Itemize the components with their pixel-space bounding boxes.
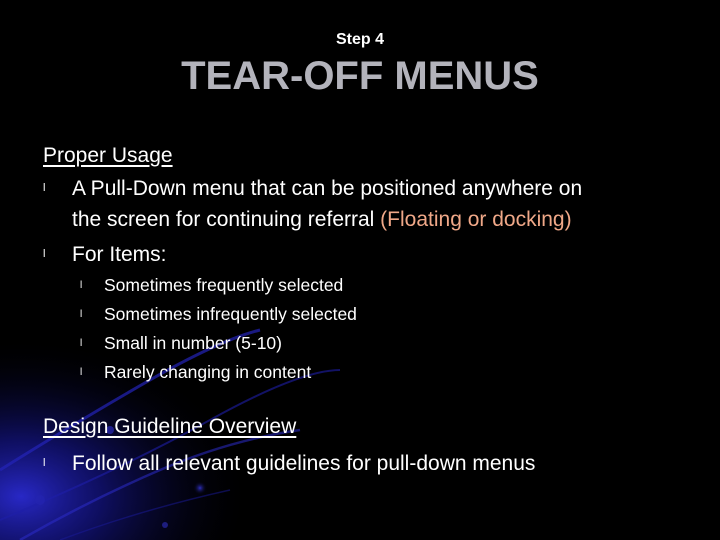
bullet-marker: l [43,182,46,194]
sub-bullet-marker: l [80,338,83,349]
sub-bullet-marker: l [80,309,83,320]
sub-bullet-text: Sometimes frequently selected [104,275,344,295]
bullet-text-line: Follow all relevant guidelines for pull-down menus [72,452,536,475]
section-heading-design-guideline: Design Guideline Overview [43,415,297,438]
bullet-marker: l [43,248,46,260]
bullet-text-plain: the screen for continuing referral [72,208,381,231]
sub-bullet-item [80,358,311,387]
bullet-item [43,173,683,235]
bullet-text-line [72,204,683,235]
sub-bullet-marker: l [80,367,83,378]
sub-bullet-text: Sometimes infrequently selected [104,304,357,324]
section-heading-proper-usage: Proper Usage [43,144,173,167]
bullet-text-line: For Items: [72,243,167,266]
bullet-marker: l [43,457,46,469]
bullet-text-accent: (Floating or docking) [380,208,572,231]
sub-bullet-text: Small in number (5-10) [104,333,282,353]
sub-bullet-marker: l [80,280,83,291]
bullet-text-line: A Pull-Down menu that can be positioned anywhere on [72,177,583,200]
bullet-item [43,239,167,270]
slide-title: TEAR-OFF MENUS [181,54,539,98]
step-label: Step 4 [335,31,384,48]
bullet-item [43,448,535,479]
sub-bullet-item [80,271,343,300]
sub-bullet-item [80,300,357,329]
sub-bullet-item [80,329,282,358]
sub-bullet-text: Rarely changing in content [104,362,312,382]
